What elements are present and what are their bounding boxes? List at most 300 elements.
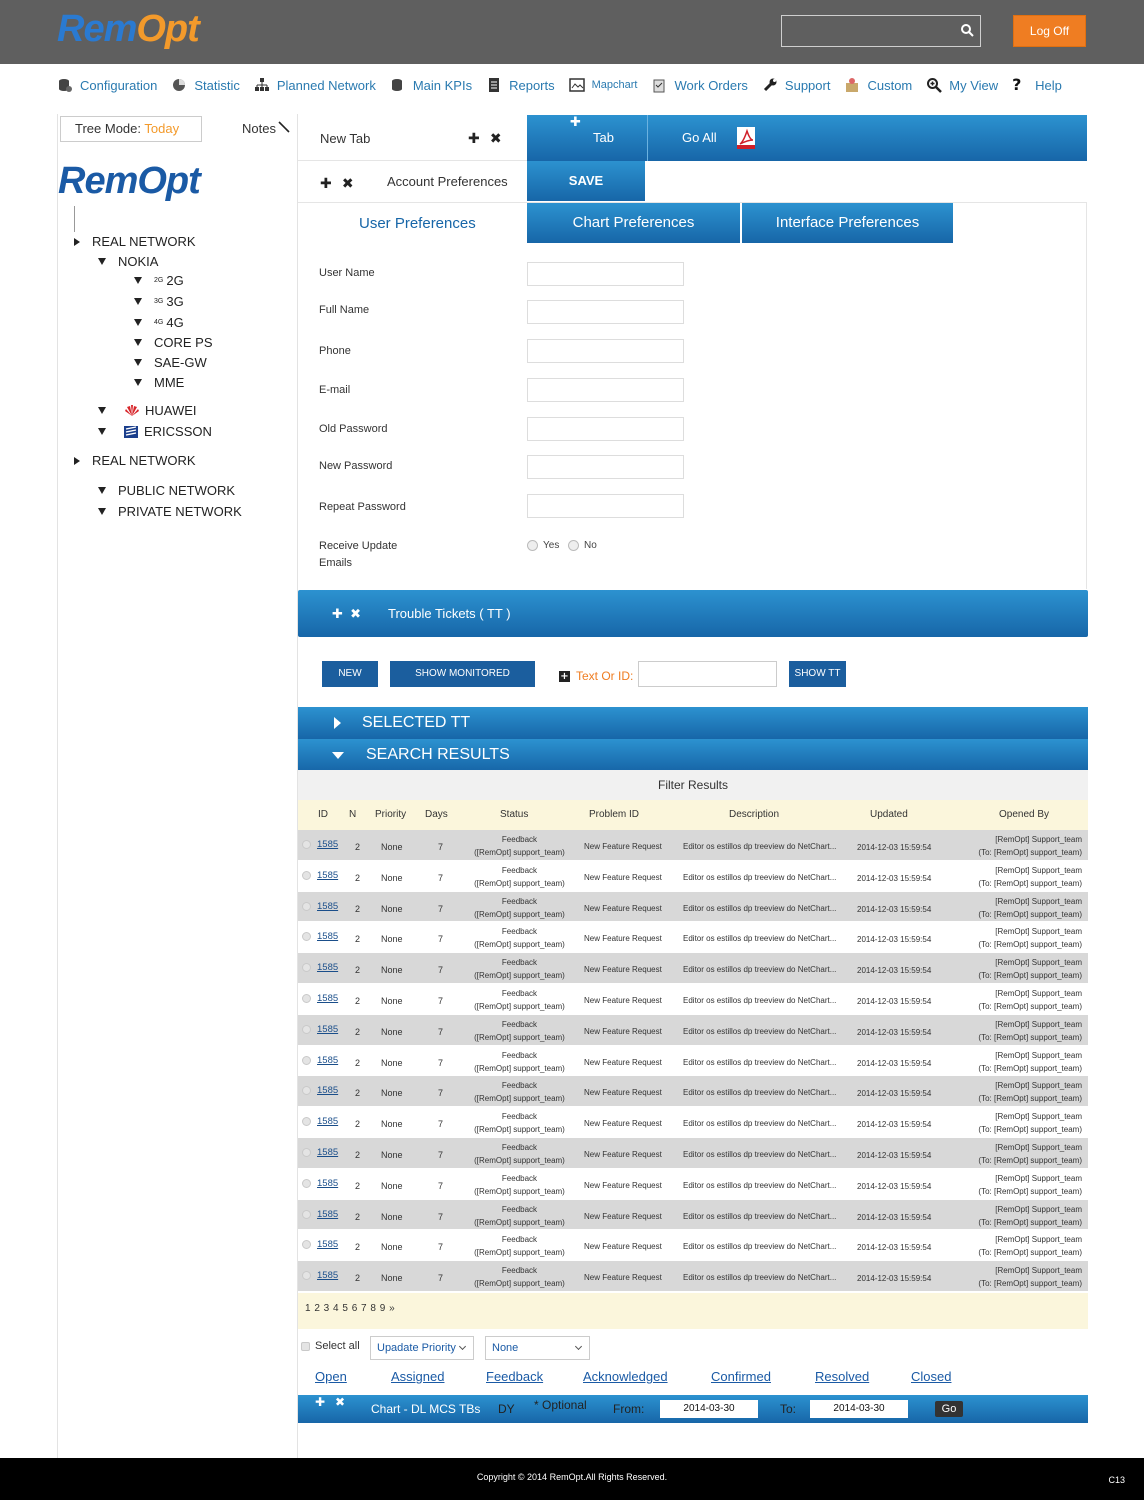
row-checkbox[interactable]	[302, 963, 311, 972]
ticket-opened-by-line1: [RemOpt] Support_team	[995, 927, 1082, 937]
ticket-priority: None	[381, 903, 403, 914]
status-link-confirmed[interactable]: Confirmed	[711, 1369, 771, 1384]
ticket-opened-by-line1: [RemOpt] Support_team	[995, 1173, 1082, 1183]
huawei-logo-icon	[124, 405, 140, 417]
table-row[interactable]	[298, 1107, 1088, 1138]
search-results-title: SEARCH RESULTS	[366, 746, 510, 763]
ticket-priority: None	[381, 1119, 403, 1130]
ticket-status-line1: Feedback	[501, 1235, 538, 1245]
ticket-problem-id: New Feature Request	[584, 1149, 662, 1159]
table-row[interactable]	[298, 830, 1088, 861]
ticket-updated: 2014-12-03 15:59:54	[857, 904, 932, 914]
ticket-opened-by-line1: [RemOpt] Support_team	[995, 865, 1082, 875]
ticket-opened-by-line2: (To: [RemOpt] support_team)	[978, 1217, 1082, 1227]
ticket-id-link[interactable]: 1585	[317, 1116, 339, 1128]
ticket-status-line1: Feedback	[501, 1173, 538, 1183]
ticket-id-link[interactable]: 1585	[317, 1146, 339, 1158]
ticket-status-line1: Feedback	[501, 835, 538, 844]
plus-icon[interactable]: ✚	[468, 131, 480, 147]
row-checkbox[interactable]	[302, 1025, 311, 1034]
ticket-status-line1: Feedback	[501, 1204, 538, 1214]
ticket-problem-id: New Feature Request	[584, 903, 662, 913]
row-checkbox[interactable]	[302, 1086, 311, 1095]
ticket-updated: 2014-12-03 15:59:54	[857, 1058, 932, 1068]
ticket-status	[466, 1203, 573, 1229]
pencil-icon	[278, 121, 290, 133]
logoff-button[interactable]: Log Off	[1013, 15, 1086, 47]
ticket-status-line2: ([RemOpt] support_team)	[474, 1279, 565, 1289]
table-row[interactable]	[298, 1076, 1088, 1107]
ticket-opened-by	[962, 833, 1082, 859]
nav-label: My View	[949, 77, 999, 93]
ticket-updated: 2014-12-03 15:59:54	[857, 1150, 932, 1160]
ticket-status	[466, 1018, 573, 1044]
expanded-arrow-icon	[98, 258, 106, 265]
logo-text-opt: Opt	[136, 8, 199, 50]
show-tt-button[interactable]: SHOW TT	[789, 661, 846, 687]
plus-square-icon[interactable]: +	[560, 670, 569, 682]
notes-button[interactable]	[242, 121, 290, 136]
nav-my-view[interactable]	[926, 77, 998, 93]
ticket-id-link[interactable]: 1585	[317, 839, 339, 850]
nav-reports[interactable]	[486, 77, 555, 93]
ticket-problem-id: New Feature Request	[584, 934, 662, 944]
database-icon	[390, 77, 406, 93]
tab-chart-preferences[interactable]: Chart Preferences	[527, 203, 740, 243]
ticket-days: 7	[438, 965, 444, 976]
ticket-status	[466, 1079, 573, 1105]
tree-mode-label: Tree Mode:	[75, 121, 141, 136]
tree-mode-selector[interactable]	[60, 116, 202, 142]
ticket-status	[466, 925, 573, 951]
ticket-days: 7	[438, 1149, 444, 1160]
ticket-description: Editor os estillos dp treeview do NetChart...	[683, 1211, 837, 1221]
optional-label: * Optional	[534, 1398, 587, 1412]
row-checkbox[interactable]	[302, 1117, 311, 1126]
page-numbers[interactable]: 1 2 3 4 5 6 7 8 9	[305, 1303, 386, 1314]
select-all-checkbox[interactable]	[301, 1340, 360, 1352]
nav-label: Support	[784, 77, 831, 93]
col-id[interactable]: ID	[318, 809, 328, 820]
from-date-input[interactable]: 2014-03-30	[660, 1400, 758, 1418]
tree-node-2g[interactable]	[134, 273, 184, 288]
status-link-feedback[interactable]: Feedback	[486, 1369, 544, 1384]
nav-planned-network[interactable]	[254, 77, 376, 93]
nav-label: Reports	[509, 77, 555, 93]
expanded-arrow-icon	[134, 298, 142, 305]
nav-custom[interactable]	[844, 77, 912, 93]
search-results-bar[interactable]	[298, 739, 1088, 771]
ticket-opened-by	[962, 1141, 1082, 1167]
ticket-days: 7	[438, 1026, 444, 1037]
tree-node-nokia[interactable]	[98, 254, 158, 269]
ticket-days: 7	[438, 1242, 444, 1253]
nav-mapchart[interactable]	[569, 77, 638, 93]
row-checkbox[interactable]	[302, 994, 311, 1003]
table-row[interactable]	[298, 953, 1088, 984]
radio-yes[interactable]	[527, 540, 559, 551]
row-checkbox[interactable]	[302, 840, 311, 849]
filter-results[interactable]: Filter Results	[298, 770, 1088, 800]
close-icon[interactable]: ✖	[350, 607, 362, 622]
ticket-status-line2: ([RemOpt] support_team)	[474, 1001, 565, 1011]
status-link-assigned[interactable]: Assigned	[391, 1369, 445, 1384]
ticket-days: 7	[438, 1180, 444, 1191]
tree-label: ERICSSON	[144, 424, 212, 439]
ticket-status-line2: ([RemOpt] support_team)	[474, 1186, 565, 1196]
ticket-opened-by-line2: (To: [RemOpt] support_team)	[978, 1279, 1082, 1289]
dy-label[interactable]: DY	[498, 1402, 515, 1416]
tab-user-preferences[interactable]: User Preferences	[359, 215, 476, 232]
ticket-description: Editor os estillos dp treeview do NetChart...	[683, 872, 837, 882]
ticket-opened-by-line2: (To: [RemOpt] support_team)	[978, 1032, 1082, 1042]
go-button[interactable]: Go	[935, 1401, 963, 1417]
tree-label: REAL NETWORK	[92, 234, 196, 249]
remopt-logo[interactable]	[57, 8, 199, 51]
ticket-status-line1: Feedback	[501, 1081, 538, 1091]
tree-node-3g[interactable]	[134, 294, 184, 309]
ticket-updated: 2014-12-03 15:59:54	[857, 1243, 932, 1253]
pdf-icon[interactable]	[736, 127, 756, 149]
ticket-status-line2: ([RemOpt] support_team)	[474, 1063, 565, 1073]
tree-node-huawei[interactable]	[98, 403, 197, 418]
close-icon[interactable]: ✖	[489, 131, 502, 147]
expanded-arrow-icon	[134, 379, 142, 386]
ticket-opened-by-line2: (To: [RemOpt] support_team)	[978, 909, 1082, 919]
ticket-id-link[interactable]: 1585	[317, 962, 339, 974]
next-page-icon[interactable]: »	[389, 1303, 396, 1314]
table-row[interactable]	[298, 1046, 1088, 1077]
row-checkbox[interactable]	[302, 1179, 311, 1188]
radio-yes-label: Yes	[543, 540, 560, 551]
col-days[interactable]: Days	[425, 809, 448, 820]
status-link-resolved[interactable]: Resolved	[815, 1369, 870, 1384]
main-nav	[57, 74, 1076, 96]
table-row[interactable]	[298, 1230, 1088, 1261]
phone-label: Phone	[319, 345, 351, 357]
text-or-id-text: Text Or ID:	[576, 669, 634, 683]
plus-icon[interactable]: ✚	[332, 607, 343, 622]
ticket-status	[466, 895, 573, 921]
table-row[interactable]	[298, 984, 1088, 1015]
table-row[interactable]	[298, 892, 1088, 923]
ticket-opened-by-line2: (To: [RemOpt] support_team)	[978, 1248, 1082, 1258]
ticket-updated: 2014-12-03 15:59:54	[857, 843, 932, 852]
expanded-arrow-icon	[134, 319, 142, 326]
col-problem-id[interactable]: Problem ID	[589, 809, 640, 820]
chart-title: Chart - DL MCS TBs	[371, 1402, 481, 1416]
ticket-status	[466, 1264, 573, 1290]
ticket-status-line2: ([RemOpt] support_team)	[474, 909, 565, 919]
update-priority-select[interactable]	[370, 1336, 474, 1360]
ticket-problem-id: New Feature Request	[584, 1057, 662, 1067]
ticket-status	[466, 1110, 573, 1136]
search-icon[interactable]	[960, 23, 974, 37]
status-link-open[interactable]: Open	[315, 1369, 347, 1384]
priority-value-select[interactable]	[485, 1336, 590, 1360]
ticket-problem-id: New Feature Request	[584, 1119, 662, 1129]
ticket-description: Editor os estillos dp treeview do NetChart...	[683, 1242, 837, 1252]
tree-node-public-network[interactable]	[98, 483, 235, 498]
ticket-status	[466, 1233, 573, 1259]
ticket-opened-by-line1: [RemOpt] Support_team	[995, 1081, 1082, 1091]
expanded-arrow-icon	[134, 339, 142, 346]
ticket-opened-by-line1: [RemOpt] Support_team	[995, 1142, 1082, 1152]
ticket-opened-by	[962, 1079, 1082, 1105]
ticket-updated: 2014-12-03 15:59:54	[857, 996, 932, 1006]
row-checkbox[interactable]	[302, 1210, 311, 1219]
ticket-priority: None	[381, 1149, 403, 1160]
ticket-id-link[interactable]: 1585	[317, 1239, 339, 1251]
nav-main-kpis[interactable]	[390, 77, 472, 93]
ticket-opened-by	[962, 1018, 1082, 1044]
row-checkbox[interactable]	[302, 932, 311, 941]
table-row[interactable]	[298, 1200, 1088, 1231]
pagination	[298, 1293, 1088, 1329]
table-row[interactable]	[298, 861, 1088, 892]
search-input[interactable]	[781, 15, 981, 47]
nav-work-orders[interactable]	[651, 77, 747, 93]
ticket-priority: None	[381, 1211, 403, 1222]
nav-configuration[interactable]	[57, 77, 157, 93]
expanded-arrow-icon	[98, 428, 106, 435]
text-or-id-input[interactable]	[638, 661, 777, 687]
ticket-id-link[interactable]: 1585	[317, 1177, 339, 1189]
table-row[interactable]	[298, 1015, 1088, 1046]
ticket-status-line1: Feedback	[501, 1266, 538, 1276]
selected-tt-bar[interactable]	[298, 707, 1088, 739]
preferences-panel	[298, 203, 1087, 589]
old-password-field[interactable]	[527, 417, 684, 441]
ticket-status-line2: ([RemOpt] support_team)	[474, 940, 565, 950]
ticket-id-link[interactable]: 1585	[317, 1054, 339, 1066]
ticket-opened-by	[962, 1110, 1082, 1136]
ticket-description: Editor os estillos dp treeview do NetChart...	[683, 995, 837, 1005]
plus-icon[interactable]: ✚	[320, 176, 332, 192]
priority-value-label: None	[492, 1342, 519, 1354]
col-status[interactable]: Status	[500, 809, 529, 820]
phone-field[interactable]	[527, 339, 684, 363]
table-row[interactable]	[298, 1138, 1088, 1169]
tree-node-4g[interactable]	[134, 315, 184, 330]
ticket-opened-by-line1: [RemOpt] Support_team	[995, 896, 1082, 906]
close-icon[interactable]: ✖	[341, 176, 354, 192]
col-updated[interactable]: Updated	[870, 809, 908, 820]
ticket-days: 7	[438, 872, 444, 883]
user-name-field[interactable]	[527, 262, 684, 286]
ticket-status-line2: ([RemOpt] support_team)	[474, 1248, 565, 1258]
footer	[0, 1458, 1144, 1500]
save-button[interactable]: SAVE	[527, 161, 645, 201]
pref-controls	[320, 173, 354, 192]
ticket-status-line2: ([RemOpt] support_team)	[474, 848, 565, 857]
radio-no[interactable]	[568, 540, 597, 551]
new-password-label: New Password	[319, 460, 393, 472]
ticket-opened-by-line1: [RemOpt] Support_team	[995, 1019, 1082, 1029]
checkbox-box	[301, 1342, 310, 1351]
tree-node-mme[interactable]	[134, 375, 184, 390]
tree-node-private-network[interactable]	[98, 504, 242, 519]
ticket-status	[466, 833, 573, 859]
expanded-arrow-icon	[134, 277, 142, 284]
ticket-id-link[interactable]: 1585	[317, 1270, 339, 1282]
tree-label: 3G	[166, 294, 184, 309]
ticket-n: 2	[355, 995, 361, 1006]
close-icon[interactable]: ✖	[335, 1395, 346, 1409]
ticket-id-link[interactable]: 1585	[317, 1085, 339, 1097]
ticket-description: Editor os estillos dp treeview do NetChart...	[683, 934, 837, 944]
ticket-opened-by-line1: [RemOpt] Support_team	[995, 1204, 1082, 1214]
ticket-days: 7	[438, 1088, 444, 1099]
tree-node-real-network[interactable]	[74, 234, 196, 249]
ticket-id-link[interactable]: 1585	[317, 931, 339, 943]
row-checkbox[interactable]	[302, 871, 311, 880]
ticket-status	[466, 956, 573, 982]
ticket-n: 2	[355, 872, 361, 883]
col-n[interactable]: N	[349, 809, 357, 820]
update-priority-label: Upadate Priority	[377, 1342, 456, 1354]
ticket-id-link[interactable]: 1585	[317, 900, 339, 912]
show-monitored-button[interactable]: SHOW MONITORED	[390, 661, 535, 687]
new-ticket-button[interactable]: NEW	[322, 661, 378, 687]
ticket-id-link[interactable]: 1585	[317, 992, 339, 1004]
ticket-opened-by-line2: (To: [RemOpt] support_team)	[978, 1125, 1082, 1135]
new-tab-label[interactable]: New Tab	[320, 131, 371, 146]
ticket-problem-id: New Feature Request	[584, 872, 662, 882]
ticket-opened-by	[962, 1172, 1082, 1198]
row-checkbox[interactable]	[302, 1056, 311, 1065]
clipboard-icon	[651, 77, 667, 93]
expanded-arrow-icon	[98, 508, 106, 515]
network-icon	[254, 77, 270, 93]
tree-node-real-network-2[interactable]	[74, 453, 196, 468]
ticket-id-link[interactable]: 1585	[317, 1023, 339, 1035]
ticket-opened-by-line2: (To: [RemOpt] support_team)	[978, 1155, 1082, 1165]
zoom-icon	[926, 77, 942, 93]
ticket-days: 7	[438, 842, 444, 852]
tree-connector	[74, 206, 75, 232]
trouble-tickets-title: Trouble Tickets ( TT )	[388, 606, 511, 621]
row-checkbox[interactable]	[302, 1240, 311, 1249]
ticket-days: 7	[438, 995, 444, 1006]
table-header	[298, 800, 1088, 830]
ticket-id-link[interactable]: 1585	[317, 1208, 339, 1220]
table-row[interactable]	[298, 1261, 1088, 1292]
nav-statistic[interactable]	[171, 77, 240, 93]
new-password-field[interactable]	[527, 455, 684, 479]
ticket-n: 2	[355, 842, 361, 852]
document-icon	[486, 77, 502, 93]
ticket-description: Editor os estillos dp treeview do NetChart...	[683, 1273, 837, 1283]
ticket-status-line2: ([RemOpt] support_team)	[474, 1217, 565, 1227]
nav-label: Help	[1035, 77, 1062, 93]
plus-icon[interactable]: ✚	[315, 1395, 326, 1409]
go-all-button[interactable]	[647, 115, 1087, 161]
ticket-status-line1: Feedback	[501, 958, 538, 968]
ticket-days: 7	[438, 934, 444, 945]
col-description[interactable]: Description	[729, 809, 780, 820]
select-all-label: Select all	[315, 1340, 360, 1352]
tt-controls	[332, 590, 361, 637]
ticket-opened-by-line2: (To: [RemOpt] support_team)	[978, 940, 1082, 950]
row-checkbox[interactable]	[302, 1271, 311, 1280]
ticket-opened-by-line2: (To: [RemOpt] support_team)	[978, 1063, 1082, 1073]
ticket-problem-id: New Feature Request	[584, 965, 662, 975]
nav-support[interactable]	[762, 77, 831, 93]
col-priority[interactable]: Priority	[375, 809, 407, 820]
ticket-days: 7	[438, 1057, 444, 1068]
radio-no-label: No	[584, 540, 597, 551]
email-field[interactable]	[527, 378, 684, 402]
ticket-status-line1: Feedback	[501, 1019, 538, 1029]
database-icon	[57, 77, 73, 93]
ticket-opened-by-line2: (To: [RemOpt] support_team)	[978, 1186, 1082, 1196]
nav-help[interactable]	[1012, 77, 1062, 93]
page-code: C13	[1108, 1475, 1125, 1485]
remopt-side-logo	[58, 160, 200, 203]
repeat-password-label: Repeat Password	[319, 501, 406, 513]
chart-bar	[298, 1395, 1088, 1423]
ticket-opened-by-line1: [RemOpt] Support_team	[995, 1266, 1082, 1276]
tree-label: NOKIA	[118, 254, 159, 269]
logo-text-rem: Rem	[57, 8, 137, 50]
ticket-problem-id: New Feature Request	[584, 1180, 662, 1190]
ticket-days: 7	[438, 903, 444, 914]
ticket-problem-id: New Feature Request	[584, 1026, 662, 1036]
full-name-field[interactable]	[527, 300, 684, 324]
tab-interface-preferences[interactable]: Interface Preferences	[742, 203, 953, 243]
ticket-opened-by-line1: [RemOpt] Support_team	[995, 1050, 1082, 1060]
status-link-acknowledged[interactable]: Acknowledged	[583, 1369, 668, 1384]
ticket-opened-by	[962, 1203, 1082, 1229]
status-link-closed[interactable]: Closed	[911, 1369, 952, 1384]
wrench-icon	[762, 77, 778, 93]
nav-label: Main KPIs	[412, 77, 473, 93]
ticket-status-line1: Feedback	[501, 1112, 538, 1122]
repeat-password-field[interactable]	[527, 494, 684, 518]
ticket-days: 7	[438, 1119, 444, 1130]
radio-circle	[568, 540, 579, 551]
table-row[interactable]	[298, 922, 1088, 953]
ericsson-logo-icon	[124, 426, 138, 438]
ticket-opened-by	[962, 864, 1082, 890]
tree-node-sae-gw[interactable]	[134, 355, 207, 370]
col-opened-by[interactable]: Opened By	[999, 809, 1050, 820]
sidebar	[57, 114, 298, 1458]
tree-sup: 3G	[154, 298, 164, 305]
to-date-input[interactable]: 2014-03-30	[810, 1400, 908, 1418]
table-row[interactable]	[298, 1169, 1088, 1200]
row-checkbox[interactable]	[302, 1148, 311, 1157]
add-tab-label: Tab	[593, 130, 614, 145]
chevron-down-icon	[575, 1343, 582, 1350]
expanded-arrow-icon	[134, 359, 142, 366]
tree-node-core-ps[interactable]	[134, 335, 213, 350]
ticket-priority: None	[381, 1273, 403, 1284]
tree-node-ericsson[interactable]	[98, 424, 212, 439]
add-tab-button[interactable]	[527, 115, 647, 161]
tree-label: PUBLIC NETWORK	[118, 483, 236, 498]
ticket-status-line2: ([RemOpt] support_team)	[474, 1094, 565, 1104]
ticket-opened-by-line1: [RemOpt] Support_team	[995, 1235, 1082, 1245]
row-checkbox[interactable]	[302, 902, 311, 911]
nav-label: Statistic	[194, 77, 240, 93]
ticket-opened-by-line2: (To: [RemOpt] support_team)	[978, 1094, 1082, 1104]
user-name-label: User Name	[319, 267, 375, 279]
ticket-opened-by	[962, 1049, 1082, 1075]
ticket-id-link[interactable]: 1585	[317, 869, 339, 881]
ticket-updated: 2014-12-03 15:59:54	[857, 873, 932, 883]
